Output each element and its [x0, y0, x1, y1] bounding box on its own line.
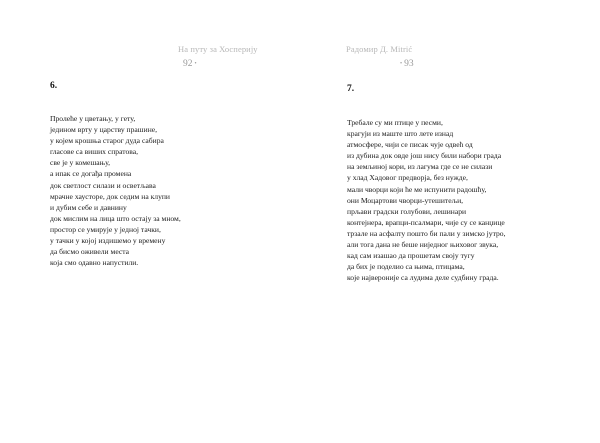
poem-line: мали чворци који ће ме испунити радошћу,	[347, 184, 487, 194]
poem-number: 6.	[50, 81, 58, 91]
poem-line: у којем крошња старог дуда сабира	[50, 136, 164, 146]
page-number-value: 93	[404, 59, 414, 69]
page-number-value: 92	[183, 59, 193, 69]
poem-line: простор се умирује у једној тачки,	[50, 224, 161, 234]
poem-line: да бисмо оживели места	[50, 247, 130, 257]
poem-text	[50, 113, 181, 268]
page-number	[398, 59, 414, 69]
poem-line: у хлад Хадовог предворја, без нужде,	[347, 173, 468, 183]
running-head: Радомир Д. Мitrić	[346, 44, 413, 54]
folio-dot-icon: •	[400, 60, 403, 67]
poem-text	[347, 117, 505, 283]
poem-line: и дубим себе и давнину	[50, 202, 127, 212]
poem-line: крагуји из маште што лете изнад	[347, 129, 454, 139]
poem-line: атмосфере, чији се писак чује одвећ од	[347, 140, 473, 150]
poem-line: једином врту у царству прашине,	[50, 125, 158, 135]
poem-line: Требале су ми птице у песми,	[347, 118, 443, 127]
poem-line: контејнера, врапци-псалмари, чије су се канџице	[347, 217, 505, 227]
poem-line: из дубина док овде још нису били набори града	[347, 151, 502, 161]
poem-line: да бих је поделио са њима, птицама,	[347, 262, 465, 272]
poem-line: али тога дана не беше ниједног њиховог звука,	[347, 240, 499, 250]
poem-line: на земљиној кори, из лагума где се не силази	[347, 162, 493, 172]
poem-line: трзале на асфалту пошто би пали у зимско јутро,	[347, 228, 506, 238]
running-head: На путу за Хосперију	[178, 44, 258, 54]
poem-line: кад сам изашао да прошетам своју тугу	[347, 251, 475, 261]
poem-line: док светлост силази и осветљава	[50, 180, 156, 190]
poem-line: све је у комешању,	[50, 158, 111, 168]
poem-line: они Моцартови чворци-утешитељи,	[347, 195, 464, 205]
folio-dot-icon: •	[194, 60, 197, 67]
poem-line: у тачки у којој издишемо у времену	[50, 236, 166, 246]
right-page	[300, 0, 600, 443]
poem-line: Пролеће у цветању, у гету,	[50, 114, 136, 123]
poem-line: мрачне хаусторе, док седим на клупи	[50, 191, 170, 201]
poem-line: а ипак се догађа промена	[50, 169, 132, 179]
poem-line: гласове са виших спратова,	[50, 147, 139, 157]
poem-line: док мислим на лица што остају за мном,	[50, 213, 181, 223]
poem-line: прљави градски голубови, лешинари	[347, 206, 467, 216]
poem-number: 7.	[347, 84, 355, 94]
poem-line: које највероније са лудима деле судбину града.	[347, 273, 499, 283]
poem-line: која смо одавно напустили.	[50, 258, 139, 268]
page-number	[183, 59, 199, 69]
